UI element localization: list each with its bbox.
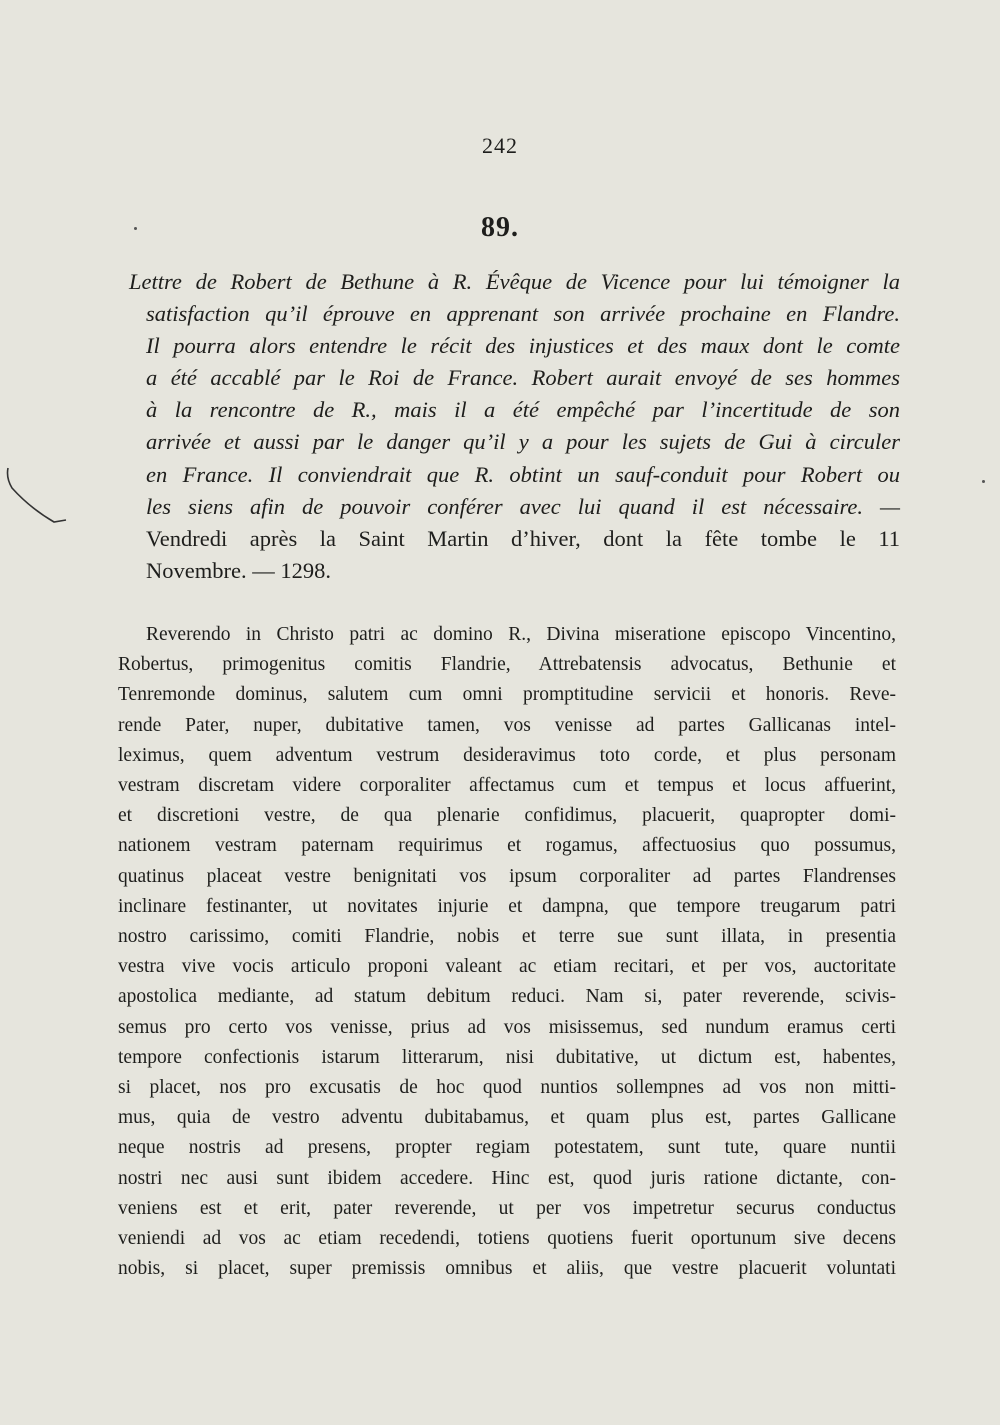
body-line: leximus, quem adventum vestrum desideravimus toto corde, et plus personam: [118, 744, 896, 766]
summary-line: Lettre de Robert de Bethune à R. Évêque de Vicence pour lui témoigner la: [129, 269, 900, 294]
summary-line: Il pourra alors entendre le récit des injustices et des maux dont le comte: [146, 333, 900, 359]
body-line: vestram discretam videre corporaliter affectamus cum et tempus et locus affuerint,: [118, 775, 896, 797]
body-line: inclinare festinanter, ut novitates injurie et dampna, que tempore treugarum patri: [118, 895, 896, 917]
body-line: mus, quia de vestro adventu dubitabamus, et quam plus est, partes Gallicane: [118, 1107, 896, 1129]
document-number: 89.: [481, 212, 519, 243]
body-line: Tenremonde dominus, salutem cum omni promptitudine servicii et honoris. Reve-: [118, 684, 896, 706]
summary-line: satisfaction qu’il éprouve en apprenant son arrivée prochaine en Flandre.: [146, 301, 900, 327]
summary-date-line: Novembre. — 1298.: [146, 557, 331, 583]
letter-body: [118, 620, 896, 1284]
body-line: et discretioni vestre, de qua plenarie confidimus, placuerit, quapropter domi-: [118, 805, 896, 827]
summary-line: arrivée et aussi par le danger qu’il y a pour les sujets de Gui à circuler: [146, 429, 900, 455]
body-line: apostolica mediante, ad statum debitum reduci. Nam si, pater reverende, scivis-: [118, 986, 896, 1008]
ink-speck: [134, 227, 137, 230]
body-line: veniens est et erit, pater reverende, ut per vos impetretur securus conductus: [118, 1197, 896, 1219]
body-line: nostri nec ausi sunt ibidem accedere. Hinc est, quod juris ratione dictante, con-: [118, 1167, 896, 1189]
body-line: nobis, si placet, super premissis omnibus et aliis, que vestre placuerit voluntati: [118, 1258, 896, 1280]
summary-line: en France. Il conviendrait que R. obtint un sauf-conduit pour Robert ou: [146, 461, 900, 487]
ink-speck: [982, 480, 985, 483]
body-line: Robertus, primogenitus comitis Flandrie, Attrebatensis advocatus, Bethunie et: [118, 654, 896, 676]
body-line: vestra vive vocis articulo proponi valeant ac etiam recitari, et per vos, auctoritate: [118, 956, 896, 978]
body-line: nationem vestram paternam requirimus et rogamus, affectuosius quo possumus,: [118, 835, 896, 857]
body-line: quatinus placeat vestre benignitati vos ipsum corporaliter ad partes Flandrenses: [118, 865, 896, 887]
body-line: nostro carissimo, comiti Flandrie, nobis et terre sue sunt illata, in presentia: [118, 926, 896, 948]
margin-pencil-mark: [0, 460, 70, 550]
body-line: tempore confectionis istarum litterarum, nisi dubitative, ut dictum est, habentes,: [118, 1046, 896, 1068]
page-number: 242: [482, 133, 518, 158]
body-line: neque nostris ad presens, propter regiam potestatem, sunt tute, quare nuntii: [118, 1137, 896, 1159]
summary-line: a été accablé par le Roi de France. Robert aurait envoyé de ses hommes: [146, 365, 900, 391]
summary-date-line: Vendredi après la Saint Martin d’hiver, dont la fête tombe le 11: [146, 525, 900, 551]
body-line: veniendi ad vos ac etiam recedendi, totiens quotiens fuerit oportunum sive decens: [118, 1228, 896, 1250]
document-summary: [129, 266, 900, 587]
body-line: semus pro certo vos venisse, prius ad vos misissemus, sed nundum eramus certi: [118, 1016, 896, 1038]
summary-line: à la rencontre de R., mais il a été empêché par l’incertitude de son: [146, 397, 900, 423]
body-line: Reverendo in Christo patri ac domino R., Divina miseratione episcopo Vincentino,: [146, 624, 896, 645]
body-line: rende Pater, nuper, dubitative tamen, vos venisse ad partes Gallicanas intel-: [118, 714, 896, 736]
body-line: si placet, nos pro excusatis de hoc quod nuntios sollempnes ad vos non mitti-: [118, 1077, 896, 1099]
summary-line: les siens afin de pouvoir conférer avec lui quand il est nécessaire. —: [146, 493, 900, 519]
